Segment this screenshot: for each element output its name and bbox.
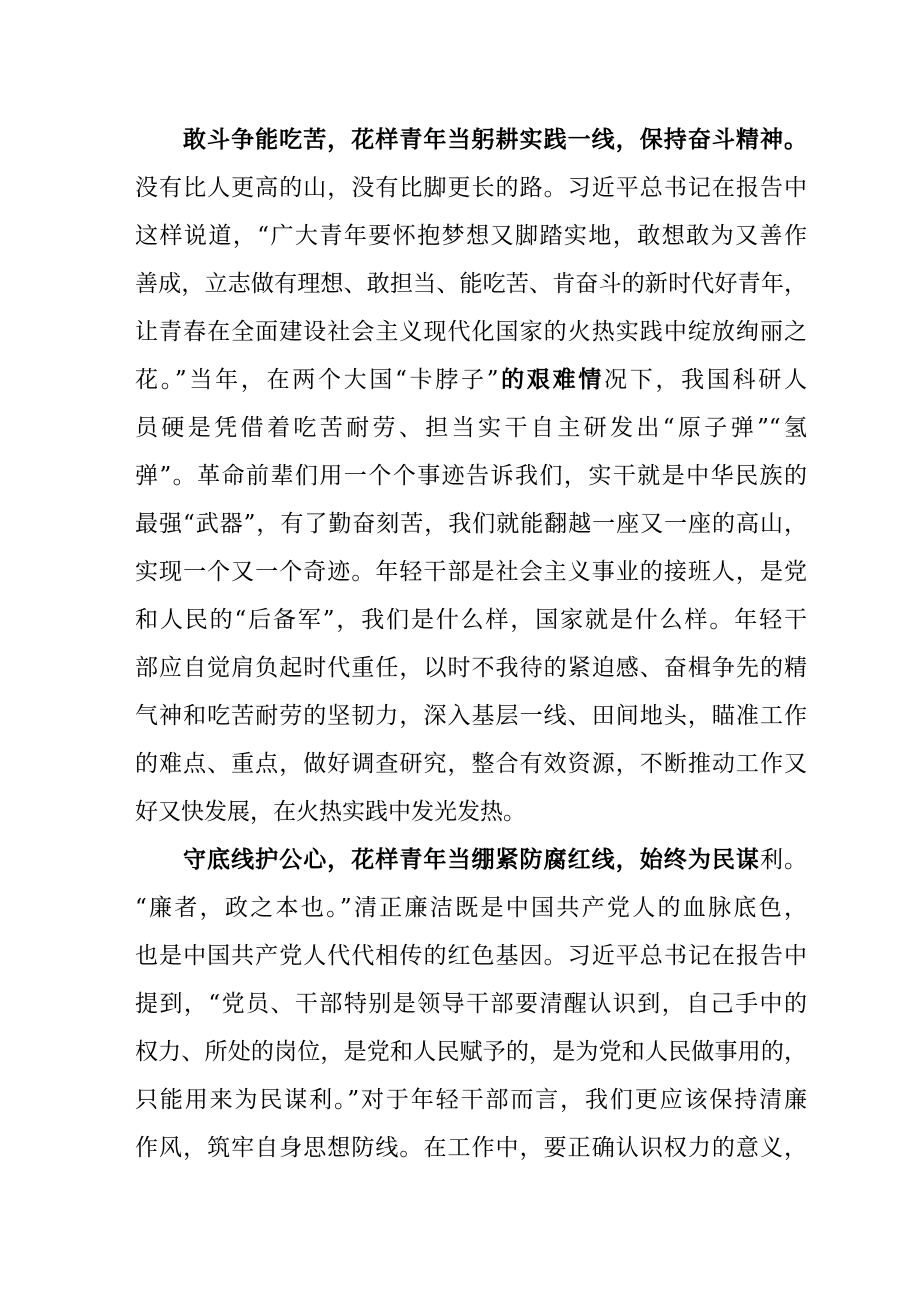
paragraph-1-line: 让青春在全面建设社会主义现代化国家的火热实践中绽放绚丽之 (135, 319, 807, 345)
paragraph-1-line: 最强“武器”，有了勤奋刻苦，我们就能翻越一座又一座的高山， (135, 511, 807, 537)
paragraph-2-heading (183, 836, 807, 884)
paragraph-1-line: 部应自觉肩负起时代重任，以时不我待的紧迫感、奋楫争先的精 (135, 655, 807, 681)
paragraph-2-line: 提到，“党员、干部特别是领导干部要清醒认识到，自己手中的 (135, 991, 807, 1017)
paragraph-2-line: 只能用来为民谋利。”对于年轻干部而言，我们更应该保持清廉 (135, 1087, 807, 1113)
bold-segment: 的艰难情 (498, 366, 605, 393)
paragraph-2-line: 权力、所处的岗位，是党和人民赋予的，是为党和人民做事用的， (135, 1039, 807, 1065)
paragraph-1-line: 实现一个又一个奇迹。年轻干部是社会主义事业的接班人，是党 (135, 559, 807, 585)
paragraph-1-line: 没有比人更高的山，没有比脚更长的路。习近平总书记在报告中 (135, 175, 807, 201)
paragraph-1-last-line: 好又快发展，在火热实践中发光发热。 (135, 799, 526, 825)
paragraph-1-line: 和人民的“后备军”，我们是什么样，国家就是什么样。年轻干 (135, 607, 807, 633)
paragraph-2-line: 作风，筑牢自身思想防线。在工作中，要正确认识权力的意义， (135, 1135, 807, 1161)
line-segment: 况下，我国科研人 (604, 367, 807, 393)
paragraph-1-line: 气神和吃苦耐劳的坚韧力，深入基层一线、田间地头，瞄准工作 (135, 703, 807, 729)
paragraph-2-line: “廉者，政之本也。”清正廉洁既是中国共产党人的血脉底色， (135, 895, 807, 921)
paragraph-1-line: 弹”。革命前辈们用一个个事迹告诉我们，实干就是中华民族的 (135, 463, 807, 489)
line-segment: 花。”当年，在两个大国“卡脖子” (135, 367, 499, 393)
paragraph-1-line: 员硬是凭借着吃苦耐劳、担当实干自主研发出“原子弹”“氢 (135, 415, 807, 441)
paragraph-1-line: 的难点、重点，做好调查研究，整合有效资源，不断推动工作又 (135, 751, 807, 777)
paragraph-1-heading: 敢斗争能吃苦，花样青年当躬耕实践一线，保持奋斗精神。 (183, 126, 807, 153)
paragraph-1-line (135, 356, 807, 404)
heading-segment: 利。 (759, 847, 807, 873)
paragraph-1-line: 善成，立志做有理想、敢担当、能吃苦、肯奋斗的新时代好青年， (135, 271, 807, 297)
paragraph-2-line: 也是中国共产党人代代相传的红色基因。习近平总书记在报告中 (135, 943, 807, 969)
paragraph-1-line: 这样说道，“广大青年要怀抱梦想又脚踏实地，敢想敢为又善作 (135, 223, 807, 249)
heading-bold-segment: 守底线护公心，花样青年当绷紧防腐红线，始终为民谋 (183, 846, 760, 873)
